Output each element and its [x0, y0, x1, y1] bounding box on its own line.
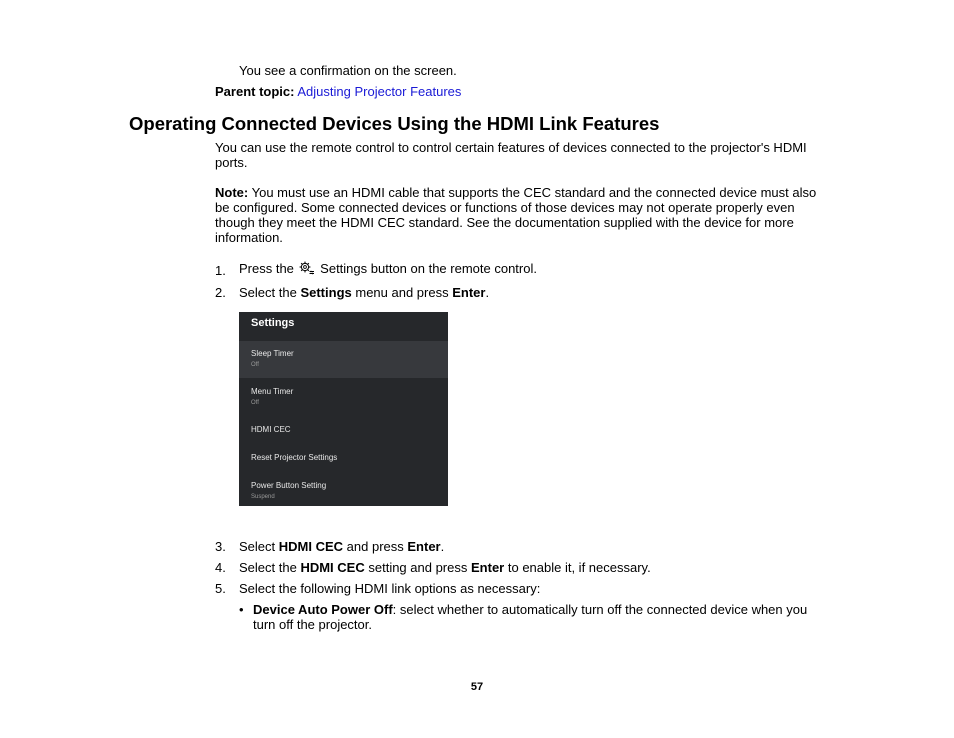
step-text: Select the [239, 285, 297, 300]
step-text: Select [239, 539, 276, 554]
note-label: Note: [215, 185, 249, 200]
step-bold: Settings [300, 285, 352, 300]
step-text: and press [346, 539, 404, 554]
menu-item-label: Sleep Timer [251, 349, 294, 358]
menu-item-power-button-setting[interactable] [239, 472, 448, 506]
parent-topic-label: Parent topic: [215, 84, 295, 99]
step-number: 2. [215, 285, 226, 300]
note-paragraph [215, 185, 830, 245]
step-number: 1. [215, 263, 226, 278]
menu-item-value: Off [251, 400, 259, 406]
step-number: 3. [215, 539, 226, 554]
bullet-device-auto-power-off [253, 602, 823, 632]
step-number: 5. [215, 581, 226, 596]
menu-item-menu-timer[interactable] [239, 378, 448, 416]
settings-menu-screenshot [239, 312, 448, 506]
step-bold: Enter [471, 560, 505, 575]
bullet-bold: Device Auto Power Off [253, 602, 393, 617]
menu-item-sleep-timer[interactable] [239, 341, 448, 378]
settings-gear-icon [299, 261, 315, 279]
menu-item-label: Power Button Setting [251, 481, 327, 490]
step-bold: Enter [407, 539, 441, 554]
step-text: Settings button on the remote control. [320, 261, 537, 276]
step-text: menu and press [355, 285, 449, 300]
bullet-text: : select whether to automatically turn off the connected device when you turn off the projector. [253, 602, 808, 632]
step-text: Select the [239, 560, 297, 575]
step-1 [239, 261, 537, 279]
section-heading: Operating Connected Devices Using the HDMI Link Features [129, 113, 660, 134]
confirmation-text: You see a confirmation on the screen. [239, 63, 457, 78]
intro-paragraph: You can use the remote control to control certain features of devices connected to the projector's HDMI ports. [215, 140, 807, 170]
menu-item-label: Menu Timer [251, 387, 294, 396]
step-bold: HDMI CEC [300, 560, 365, 575]
step-2 [239, 285, 489, 300]
step-number: 4. [215, 560, 226, 575]
menu-item-reset-projector-settings[interactable] [239, 444, 448, 472]
step-5: Select the following HDMI link options as necessary: [239, 581, 541, 596]
step-text: setting and press [368, 560, 468, 575]
step-text: . [440, 539, 445, 554]
menu-item-value: Suspend [251, 494, 275, 500]
parent-topic-link[interactable]: Adjusting Projector Features [297, 84, 462, 99]
page-number: 57 [470, 681, 484, 693]
step-text: . [485, 285, 490, 300]
step-4 [239, 560, 651, 575]
menu-item-hdmi-cec[interactable] [239, 416, 448, 444]
step-3 [239, 539, 444, 554]
settings-menu-title: Settings [251, 317, 295, 329]
step-text: Press the [239, 261, 294, 276]
menu-item-label: HDMI CEC [251, 425, 291, 434]
bullet-marker: • [239, 602, 244, 617]
step-bold: HDMI CEC [278, 539, 344, 554]
menu-item-label: Reset Projector Settings [251, 453, 338, 462]
step-bold: Enter [452, 285, 486, 300]
step-text: to enable it, if necessary. [507, 560, 651, 575]
menu-item-value: Off [251, 362, 259, 368]
parent-topic [215, 84, 461, 99]
note-text: You must use an HDMI cable that supports the CEC standard and the connected device must also be configured. Some connected devices or functions of those devices may not operate properly even though they meet the HDMI CEC standard. See the documentation supplied with the device for more information. [215, 185, 817, 245]
